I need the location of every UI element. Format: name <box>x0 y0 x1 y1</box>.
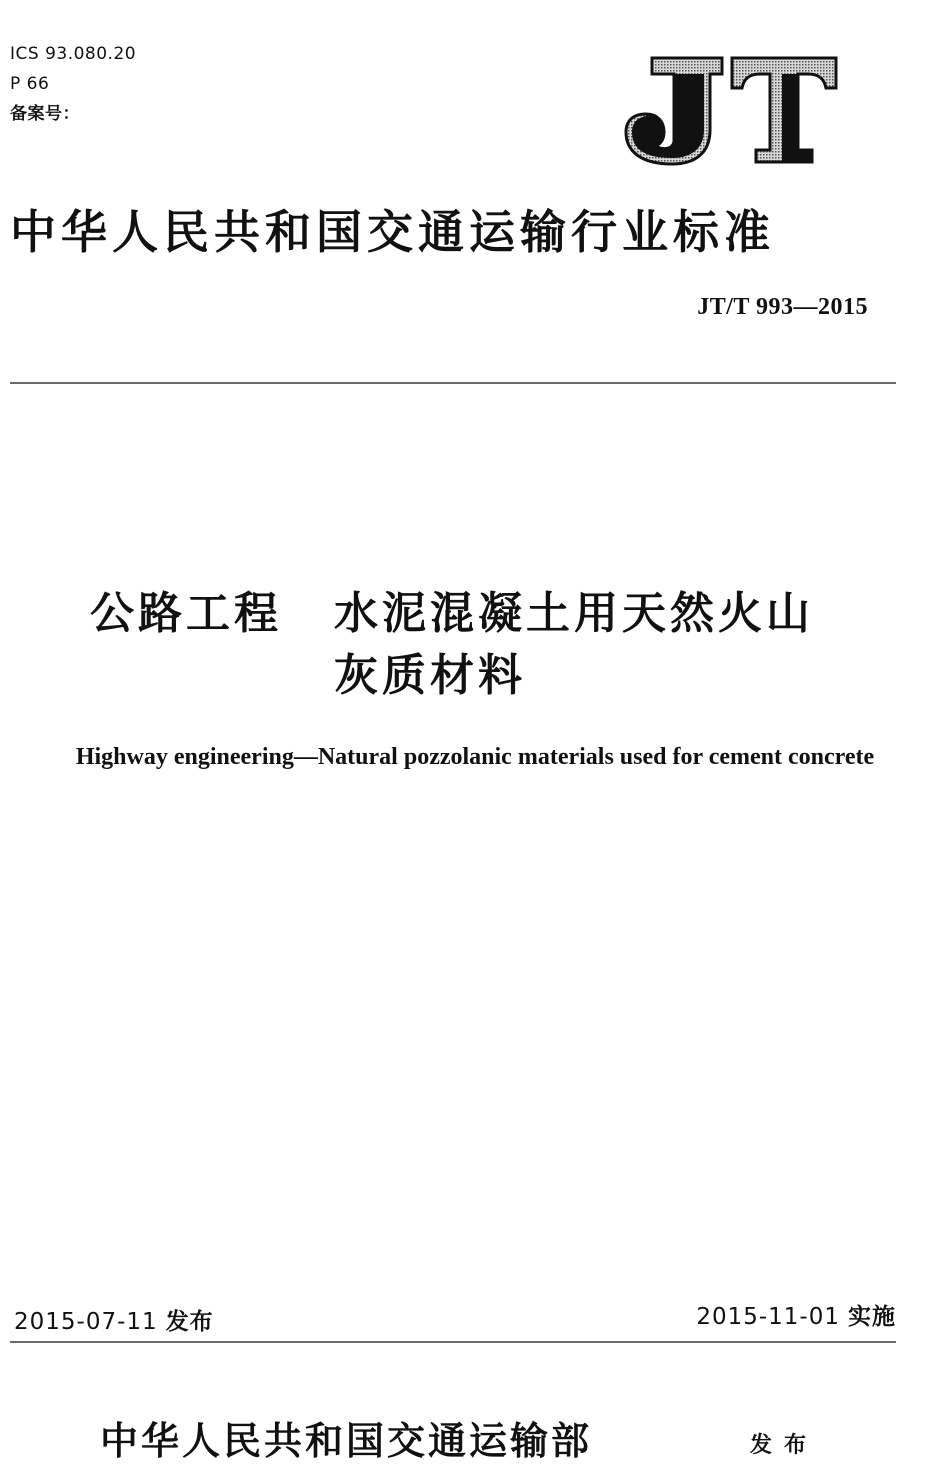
issue-date: 2015-07-11 <box>14 1309 158 1335</box>
standard-category: 中华人民共和国交通运输行业标准 <box>10 205 775 259</box>
publish-label: 发布 <box>750 1433 819 1458</box>
ics-code: ICS 93.080.20 <box>10 44 137 64</box>
bottom-divider <box>10 1341 896 1343</box>
title-cn-line2: 灰质材料 <box>334 650 526 701</box>
implement-label: 实施 <box>848 1304 896 1330</box>
record-number-label: 备案号： <box>10 104 80 124</box>
implement-date-line <box>696 1298 896 1331</box>
title-cn-prefix: 公路工程 <box>90 588 282 639</box>
title-cn-line1: 水泥混凝土用天然火山 <box>334 588 814 639</box>
class-code: P 66 <box>10 74 50 94</box>
standard-code: JT/T 993—2015 <box>697 294 868 320</box>
issue-label: 发布 <box>165 1309 214 1335</box>
publisher: 中华人民共和国交通运输部 <box>100 1418 593 1463</box>
jt-logo <box>622 52 842 168</box>
issue-date-line <box>14 1303 214 1336</box>
title-en: Highway engineering—Natural pozzolanic materials used for cement concrete <box>75 744 875 770</box>
implement-date: 2015-11-01 <box>696 1304 840 1330</box>
top-divider <box>10 382 896 384</box>
